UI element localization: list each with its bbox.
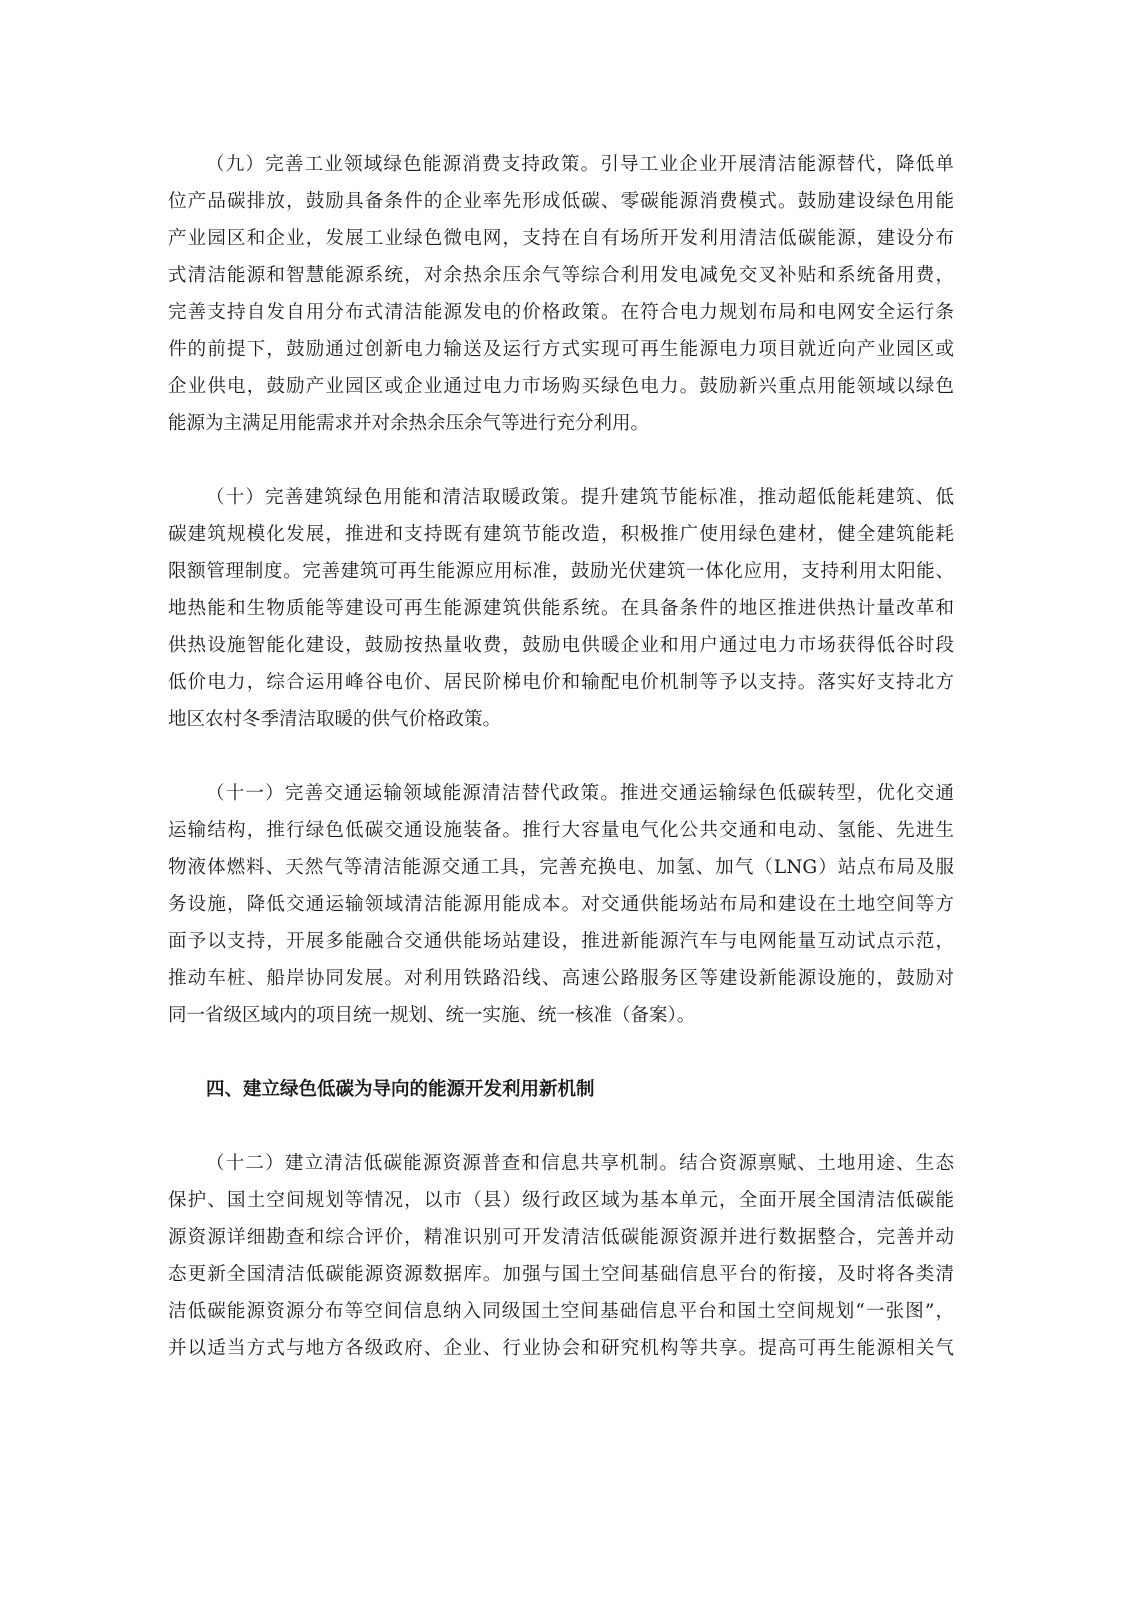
text-line: 态更新全国清洁低碳能源资源数据库。加强与国土空间基础信息平台的衔接，及时将各类清 [168,1264,954,1285]
text-line: 产业园区和企业，发展工业绿色微电网，支持在自有场所开发利用清洁低碳能源，建设分布 [168,228,954,249]
paragraph-11 [168,775,954,1034]
text-line: 物液体燃料、天然气等清洁能源交通工具，完善充换电、加氢、加气（LNG）站点布局及服 [168,857,954,878]
text-line: 完善支持自发自用分布式清洁能源发电的价格政策。在符合电力规划布局和电网安全运行条 [168,302,954,323]
text-line: 限额管理制度。完善建筑可再生能源应用标准，鼓励光伏建筑一体化应用，支持利用太阳能、 [168,561,954,582]
text-line: （九）完善工业领域绿色能源消费支持政策。引导工业企业开展清洁能源替代，降低单 [206,154,954,175]
section-heading [168,1071,954,1108]
text-line: 低价电力，综合运用峰谷电价、居民阶梯电价和输配电价机制等予以支持。落实好支持北方 [168,672,954,693]
text-line: 式清洁能源和智慧能源系统，对余热余压余气等综合利用发电减免交叉补贴和系统备用费， [168,265,954,286]
paragraph-9 [168,146,954,442]
document-body [168,146,954,1404]
text-line: （十）完善建筑绿色用能和清洁取暖政策。提升建筑节能标准，推动超低能耗建筑、低 [206,487,954,508]
text-line: 洁低碳能源资源分布等空间信息纳入同级国土空间基础信息平台和国土空间规划“一张图”， [168,1301,954,1322]
text-line: 运输结构，推行绿色低碳交通设施装备。推行大容量电气化公共交通和电动、氢能、先进生 [168,820,954,841]
text-line: 碳建筑规模化发展，推进和支持既有建筑节能改造，积极推广使用绿色建材，健全建筑能耗 [168,524,954,545]
text-line: 务设施，降低交通运输领域清洁能源用能成本。对交通供能场站布局和建设在土地空间等方 [168,894,954,915]
text-line: 并以适当方式与地方各级政府、企业、行业协会和研究机构等共享。提高可再生能源相关气 [168,1338,954,1359]
text-line: 保护、国土空间规划等情况，以市（县）级行政区域为基本单元，全面开展全国清洁低碳能 [168,1190,954,1211]
paragraph-12 [168,1145,954,1367]
text-line: 源资源详细勘查和综合评价，精准识别可开发清洁低碳能源资源并进行数据整合，完善并动 [168,1227,954,1248]
text-line: 推动车桩、船岸协同发展。对利用铁路沿线、高速公路服务区等建设新能源设施的，鼓励对 [168,968,954,989]
text-line: 同一省级区域内的项目统一规划、统一实施、统一核准（备案）。 [168,1005,696,1026]
paragraph-10 [168,479,954,738]
text-line: 位产品碳排放，鼓励具备条件的企业率先形成低碳、零碳能源消费模式。鼓励建设绿色用能 [168,191,954,212]
text-line: （十二）建立清洁低碳能源资源普查和信息共享机制。结合资源禀赋、土地用途、生态 [206,1153,954,1174]
text-line: 地区农村冬季清洁取暖的供气价格政策。 [168,709,502,730]
text-line: 供热设施智能化建设，鼓励按热量收费，鼓励电供暖企业和用户通过电力市场获得低谷时段 [168,635,954,656]
section-heading-text: 四、建立绿色低碳为导向的能源开发利用新机制 [206,1079,595,1100]
text-line: 地热能和生物质能等建设可再生能源建筑供能系统。在具备条件的地区推进供热计量改革和 [168,598,954,619]
text-line: 件的前提下，鼓励通过创新电力输送及运行方式实现可再生能源电力项目就近向产业园区或 [168,339,954,360]
text-line: 能源为主满足用能需求并对余热余压余气等进行充分利用。 [168,413,650,434]
text-line: （十一）完善交通运输领域能源清洁替代政策。推进交通运输绿色低碳转型，优化交通 [206,783,954,804]
text-line: 面予以支持，开展多能融合交通供能场站建设，推进新能源汽车与电网能量互动试点示范， [168,931,954,952]
text-line: 企业供电，鼓励产业园区或企业通过电力市场购买绿色电力。鼓励新兴重点用能领域以绿色 [168,376,954,397]
